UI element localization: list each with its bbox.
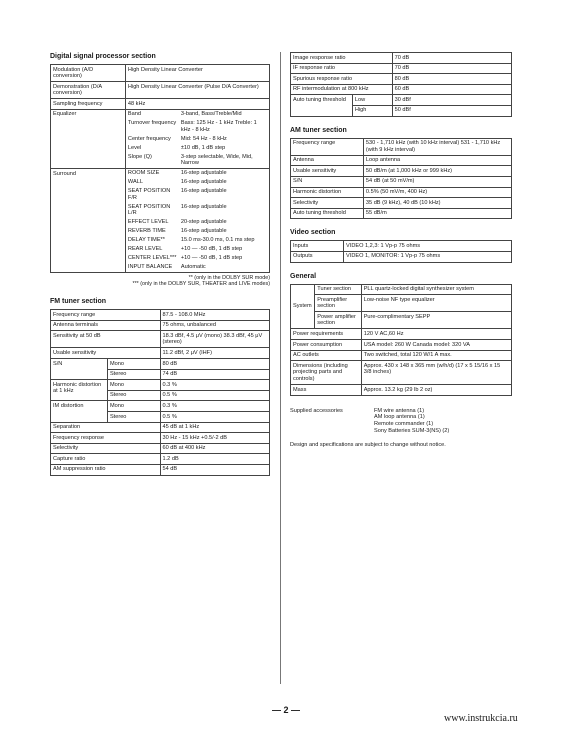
spec-value: 80 dB: [392, 74, 511, 85]
dsp-table: [50, 64, 270, 273]
spec-value: 54 dB: [160, 464, 270, 475]
spec-label: Inputs: [291, 241, 344, 252]
spec-sublabel: Preamplifier section: [315, 295, 361, 312]
spec-value: 55 dB/m: [363, 208, 511, 219]
spec-sublabel: Stereo: [107, 369, 160, 380]
spec-sublabel: Tuner section: [315, 284, 361, 295]
watermark: www.instrukcia.ru: [444, 713, 518, 724]
spec-sublabel: REAR LEVEL: [127, 246, 163, 253]
spec-value: High Density Linear Converter: [125, 65, 269, 82]
spec-value: 60 dB: [392, 84, 511, 95]
spec-label: Demonstration (D/A conversion): [51, 82, 126, 99]
am-table: [290, 138, 512, 220]
spec-label: IF response ratio: [291, 63, 393, 74]
am-section-title: AM tuner section: [290, 126, 347, 134]
spec-label: Outputs: [291, 251, 344, 262]
accessory-item: Sony Batteries SUM-3(NS) (2): [374, 428, 450, 435]
spec-value: 15.0 ms-30.0 ms, 0.1 ms step: [180, 237, 255, 244]
spec-value: 16-step adjustable: [180, 188, 227, 195]
spec-value: 30 Hz - 15 kHz +0.5/-2 dB: [160, 433, 270, 444]
spec-label: Dimensions (including projecting parts and controls): [291, 361, 362, 385]
spec-label: AC outlets: [291, 350, 362, 361]
spec-sublabel: ROOM SIZE: [127, 170, 160, 177]
left-column: [50, 52, 270, 476]
spec-sublabel: Mono: [107, 380, 160, 391]
spec-sublabel: Mono: [107, 359, 160, 370]
spec-label: Frequency range: [51, 310, 161, 321]
spec-value: 0.3 %: [160, 401, 270, 412]
surround-subtable: [126, 169, 269, 272]
spec-value: +10 — -50 dB, 1 dB step: [180, 255, 243, 262]
general-table: [290, 284, 512, 396]
accessories-list: [374, 408, 449, 435]
spec-value: 16-step adjustable: [180, 203, 227, 210]
accessory-item: AM loop antenna (1): [374, 414, 425, 421]
spec-label: Spurious response ratio: [291, 74, 393, 85]
spec-value: Pure-complimentary SEPP: [361, 312, 511, 329]
spec-label: S/N: [291, 176, 364, 187]
spec-sublabel: Power amplifier section: [315, 312, 361, 329]
spec-value: 48 kHz: [125, 99, 269, 110]
spec-value: 0.5 %: [160, 390, 270, 401]
spec-value: 16-step adjustable: [180, 179, 227, 186]
spec-value: Loop antenna: [363, 155, 511, 166]
fm-continued-table: [290, 52, 512, 117]
spec-value: +10 — -50 dB, 1 dB step: [180, 246, 243, 253]
spec-value: Approx. 13.2 kg (29 lb 2 oz): [361, 385, 511, 396]
fm-table: [50, 309, 270, 476]
spec-sublabel: Band: [127, 111, 141, 118]
spec-label: Power consumption: [291, 340, 362, 351]
spec-value: 30 dBf: [392, 95, 511, 106]
spec-sublabel: SEAT POSITION L/R: [127, 203, 171, 217]
spec-label: Selectivity: [51, 443, 161, 454]
video-table: [290, 240, 512, 262]
spec-label: Antenna terminals: [51, 320, 161, 331]
spec-sublabel: Turnover frequency: [127, 120, 177, 127]
spec-value: Two switched, total 120 W/1 A max.: [361, 350, 511, 361]
spec-value: 3-band, Bass/Treble/Mid: [180, 111, 242, 118]
spec-sublabel: CENTER LEVEL***: [127, 255, 177, 262]
footnote: *** (only in the DOLBY SUR, THEATER and LIVE modes): [132, 281, 270, 288]
right-column: [290, 52, 512, 449]
page-number: — 2 —: [271, 705, 300, 715]
spec-sublabel: INPUT BALANCE: [127, 264, 173, 271]
spec-sublabel: Slope (Q): [127, 153, 152, 160]
spec-value: PLL quartz-locked digital synthesizer system: [361, 284, 511, 295]
video-section-title: Video section: [290, 229, 336, 237]
spec-value: 0.5% (50 mV/m, 400 Hz): [363, 187, 511, 198]
spec-label: System: [291, 284, 315, 329]
spec-sublabel: REVERB TIME: [127, 228, 166, 235]
spec-value: VIDEO 1, MONITOR: 1 Vp-p 75 ohms: [344, 251, 512, 262]
spec-value: 50 dB/m (at 1,000 kHz or 999 kHz): [363, 166, 511, 177]
spec-sublabel: SEAT POSITION F/R: [127, 188, 171, 201]
spec-value: 0.5 %: [160, 412, 270, 423]
spec-value: ±10 dB, 1 dB step: [180, 144, 226, 151]
spec-sublabel: EFFECT LEVEL: [127, 219, 169, 226]
spec-value: Low-noise NF type equalizer: [361, 295, 511, 312]
spec-value: 3-step selectable, Wide, Mid, Narrow: [180, 153, 253, 167]
spec-label: Usable sensitivity: [51, 348, 161, 359]
spec-value: 20-step adjustable: [180, 219, 227, 226]
spec-value: 18.3 dBf, 4.5 μV (mono) 38.3 dBf, 45 μV (stereo): [160, 331, 270, 348]
spec-value: VIDEO 1,2,3: 1 Vp-p 75 ohms: [344, 241, 512, 252]
spec-label: Surround: [51, 169, 126, 273]
spec-value: 530 - 1,710 kHz (with 10 kHz interval) 531 - 1,710 kHz (with 9 kHz interval): [363, 138, 511, 155]
spec-label: Sampling frequency: [51, 99, 126, 110]
spec-sublabel: DELAY TIME**: [127, 237, 165, 244]
spec-label: AM suppression ratio: [51, 464, 161, 475]
spec-value: 54 dB (at 50 mV/m): [363, 176, 511, 187]
spec-label: Harmonic distortion at 1 kHz: [51, 380, 108, 401]
spec-label: Auto tuning threshold: [291, 95, 353, 116]
fm-section-title: FM tuner section: [50, 298, 107, 306]
spec-label: Sensitivity at 50 dB: [51, 331, 161, 348]
spec-sublabel: Center frequency: [127, 135, 171, 142]
spec-sublabel: Mono: [107, 401, 160, 412]
spec-label: Capture ratio: [51, 454, 161, 465]
spec-label: S/N: [51, 359, 108, 380]
dsp-section-title: Digital signal processor section: [50, 53, 156, 60]
spec-value: 0.3 %: [160, 380, 270, 391]
spec-label: Frequency range: [291, 138, 364, 155]
spec-label: Modulation (A/D conversion): [51, 65, 126, 82]
column-divider: [280, 52, 281, 684]
spec-label: Separation: [51, 422, 161, 433]
spec-label: IM distortion: [51, 401, 108, 422]
spec-value: 50 dBf: [392, 105, 511, 116]
spec-value: 70 dB: [392, 53, 511, 64]
spec-value: 87.5 - 108.0 MHz: [160, 310, 270, 321]
spec-label: Auto tuning threshold: [291, 208, 364, 219]
spec-value: Bass: 125 Hz - 1 kHz Treble: 1 kHz - 8 kHz: [180, 120, 257, 133]
spec-label: RF intermodulation at 800 kHz: [291, 84, 393, 95]
spec-value: 11.2 dBf, 2 μV (IHF): [160, 348, 270, 359]
spec-value: High Density Linear Converter (Pulse D/A Converter): [125, 82, 269, 99]
accessories-block: [290, 408, 512, 435]
spec-value: 80 dB: [160, 359, 270, 370]
spec-value: 75 ohms, unbalanced: [160, 320, 270, 331]
disclaimer: Design and specifications are subject to change without notice.: [290, 441, 446, 448]
spec-value: 70 dB: [392, 63, 511, 74]
spec-value: USA model: 260 W Canada model: 320 VA: [361, 340, 511, 351]
spec-value: 60 dB at 400 kHz: [160, 443, 270, 454]
spec-value: Mid: 54 Hz - 8 kHz: [180, 135, 227, 142]
spec-value: 16-step adjustable: [180, 228, 227, 235]
spec-label: Harmonic distortion: [291, 187, 364, 198]
spec-sublabel: Low: [352, 95, 392, 106]
equalizer-subtable: [126, 110, 269, 168]
spec-value: 16-step adjustable: [180, 170, 227, 177]
spec-label: Mass: [291, 385, 362, 396]
spec-label: Power requirements: [291, 329, 362, 340]
spec-label: Image response ratio: [291, 53, 393, 64]
spec-value: 1.2 dB: [160, 454, 270, 465]
spec-sublabel: Stereo: [107, 412, 160, 423]
spec-sublabel: High: [352, 105, 392, 116]
spec-label: Selectivity: [291, 198, 364, 209]
spec-label: Usable sensitivity: [291, 166, 364, 177]
footnote: ** (only in the DOLBY SUR mode): [188, 274, 270, 281]
spec-sublabel: Level: [127, 144, 142, 151]
spec-sublabel: WALL: [127, 179, 143, 186]
spec-value: 74 dB: [160, 369, 270, 380]
spec-value: Automatic: [180, 264, 206, 271]
general-section-title: General: [290, 272, 317, 280]
spec-value: 45 dB at 1 kHz: [160, 422, 270, 433]
spec-sublabel: Stereo: [107, 390, 160, 401]
spec-value: Approx. 430 x 148 x 365 mm (w/h/d) (17 x 5 15/16 x 15 3/8 inches): [361, 361, 511, 385]
spec-label: Equalizer: [51, 109, 126, 168]
spec-value: 35 dB (9 kHz), 40 dB (10 kHz): [363, 198, 511, 209]
accessory-item: FM wire antenna (1): [374, 407, 425, 414]
accessories-label: Supplied accessories: [290, 407, 343, 414]
accessory-item: Remote commander (1): [374, 421, 434, 428]
spec-value: 120 V AC,60 Hz: [361, 329, 511, 340]
spec-label: Antenna: [291, 155, 364, 166]
spec-label: Frequency response: [51, 433, 161, 444]
